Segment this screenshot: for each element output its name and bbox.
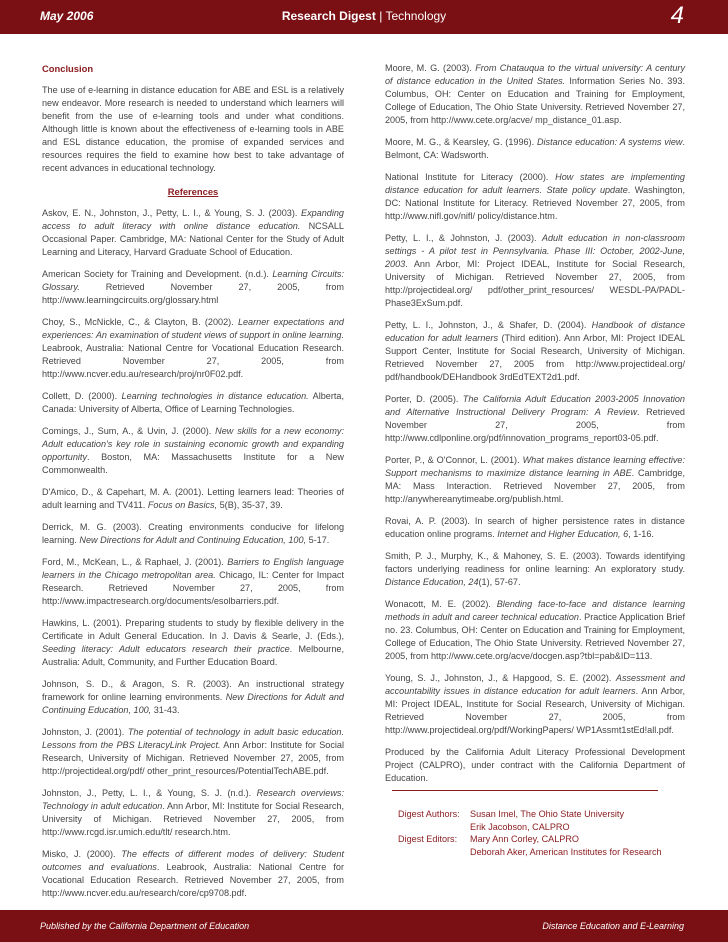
references-heading: References xyxy=(167,186,219,197)
authors-label: Digest Authors: xyxy=(398,809,460,819)
reference-entry xyxy=(42,268,344,307)
credits-block xyxy=(398,808,662,858)
produced-by: Produced by the California Adult Literacy Professional Development Project (CALPRO), under contract with the California Department of Education. xyxy=(385,747,685,783)
reference-source: NCSALL Occasional Paper. Cambridge, MA: National Center for the Study of Adult Learning and Literacy, Harvard Graduate School of Education. xyxy=(42,221,344,257)
reference-title: Research overviews: Technology in adult education xyxy=(42,788,345,811)
reference-source: . Cambridge, MA: Mass Interaction. Retrieved November 27, 2005, from http://anywhereanytimeabe.org/publish.html. xyxy=(385,468,685,504)
reference-title: What makes distance learning effective: Support mechanisms to maximize distance learning in ABE xyxy=(385,455,685,478)
reference-source: (1), 57-67. xyxy=(478,577,521,587)
reference-authors: Ford, M., McKean, L., & Raphael, J. (2001). xyxy=(42,557,228,567)
reference-authors: Porter, P., & O'Connor, L. (2001). xyxy=(385,455,523,465)
reference-source: . Melbourne, Australia: Adult, Community, and Further Education Board. xyxy=(42,644,344,667)
reference-authors: Petty, L. I., Johnston, J., & Shafer, D. (2004). xyxy=(385,320,592,330)
reference-source: . Ann Arbor, MI: Project IDEAL, Institute for Social Research, University of Michigan. Retrieved November 27, 2005, from http://projectideal.org/ pdf/other_print_resources/ WESDL-PA/PADL-Phase3ExSum.pdf. xyxy=(385,259,685,308)
reference-authors: Johnston, J., Petty, L. I., & Young, S. J. (n.d.). xyxy=(42,788,257,798)
conclusion-text: The use of e-learning in distance education for ABE and ESL is a relatively new endeavor. More research is needed to understand which learners will benefit from the use of e-learning tools and under what conditions. Although little is known about the effectiveness of e-learning tools in ABE and ESL distance education, the promise of expanded services and resources requires the field to examine how best to take advantage of recent advances in educational technology. xyxy=(42,85,344,173)
reference-authors: Johnston, J. (2001). xyxy=(42,727,128,737)
reference-entry xyxy=(42,316,344,381)
reference-source: Retrieved November 27, 2005, from http://www.learningcircuits.org/glossary.html xyxy=(42,282,344,305)
left-column xyxy=(42,62,344,909)
reference-title: Handbook of distance education for adult learners xyxy=(385,320,685,343)
reference-title: Distance Education, 24 xyxy=(385,577,479,587)
reference-source: . Leabrook, Australia: National Centre for Vocational Education Research. Retrieved November 27, 2005, from http://www.ncver.edu.au/research/core/cp9708.pdf. xyxy=(42,862,344,898)
reference-entry xyxy=(42,556,344,608)
reference-source: Alberta, Canada: University of Alberta, Office of Learning Technologies. xyxy=(42,391,344,414)
reference-title: Blending face-to-face and distance learning methods in adult and career technical education xyxy=(385,599,685,622)
reference-authors: Moore, M. G. (2003). xyxy=(385,63,476,73)
credits-divider xyxy=(392,790,658,791)
page-number: 4 xyxy=(670,2,684,29)
reference-authors: Smith, P. J., Murphy, K., & Mahoney, S. E. (2003). Towards identifying factors underlying readiness for online learning: An exploratory study. xyxy=(385,551,685,574)
reference-source: Information Series No. 393. Columbus, OH: Center on Education and Training for Employment, College of Education, The Ohio State University. Retrieved November 27, 2005, from http://www.cete.org/acve/ mp_distance_01.asp. xyxy=(385,76,685,125)
reference-title: Seeding literacy: Adult educators research their practice xyxy=(42,644,290,654)
reference-entry xyxy=(42,486,344,512)
reference-authors: Misko, J. (2000). xyxy=(42,849,122,859)
reference-authors: Hawkins, L. (2001). Preparing students to study by flexible delivery in the Certificate in Adult General Education. In J. Davis & Searle, J. (Eds.), xyxy=(42,618,344,641)
series-separator: | xyxy=(379,9,383,23)
reference-authors: Askov, E. N., Johnston, J., Petty, L. I., & Young, S. J. (2003). xyxy=(42,208,302,218)
reference-entry xyxy=(385,515,685,541)
reference-authors: D'Amico, D., & Capehart, M. A. (2001). Letting learners lead: Theories of adult learning and TV411. xyxy=(42,487,344,510)
reference-source: . Retrieved November 27, 2005, from http://www.cdlponline.org/pdf/innovation_programs_report03-05.pdf. xyxy=(385,407,685,443)
reference-entry xyxy=(385,672,685,737)
editors-label: Digest Editors: xyxy=(398,834,458,844)
author-name: Erik Jacobson, CALPRO xyxy=(470,821,570,832)
author-name: Susan Imel, The Ohio State University xyxy=(470,809,624,819)
reference-title: Barriers to English language learners in the Chicago metropolitan area. xyxy=(42,557,344,580)
reference-source: . Belmont, CA: Wadsworth. xyxy=(385,137,685,160)
reference-source: . Ann Arbor, MI: Project IDEAL, Institute for Social Research, University of Michigan. Retrieved November 27, 2005, from http://www.projectideal.org/pdf/WorkingPapers/ WP1Assmt1stEd!all.pdf. xyxy=(385,686,685,735)
reference-list-left xyxy=(42,207,344,900)
reference-source: 5(B), 35-37, 39. xyxy=(217,500,283,510)
editor-name: Mary Ann Corley, CALPRO xyxy=(470,834,579,844)
reference-title: Expanding access to adult literacy with online distance education. xyxy=(42,208,344,231)
reference-entry xyxy=(42,848,344,900)
reference-title: New skills for a new economy: Adult education's key role in sustaining economic growth and expanding opportunity xyxy=(42,426,344,462)
reference-entry xyxy=(42,617,344,669)
reference-title: Internet and Higher Education, 6 xyxy=(497,529,629,539)
right-column xyxy=(385,62,685,795)
reference-authors: Young, S. J., Johnston, J., & Hapgood, S. E. (2002). xyxy=(385,673,616,683)
reference-title: Learner expectations and experiences: An examination of student views of support in online learning. xyxy=(42,317,344,340)
reference-entry xyxy=(42,390,344,416)
editors-row xyxy=(398,833,662,858)
reference-title: Adult education in non-classroom settings - A pilot test in Pennsylvania. Phase III: October, 2002-June, 2003 xyxy=(385,233,685,269)
reference-source: . Washington, DC: National Institute for Literacy. Retrieved November 27, 2005, from http://www.nifl.gov/nifl/ policy/distance.htm. xyxy=(385,185,685,221)
series-name: Research Digest xyxy=(281,9,376,23)
reference-entry xyxy=(385,454,685,506)
reference-title: From Chatauqua to the virtual university: A century of distance education in the United States. xyxy=(385,63,685,86)
reference-title: Assessment and accountability issues in distance education for adult learners xyxy=(385,673,685,696)
issue-date: May 2006 xyxy=(40,9,94,23)
reference-title: Learning Circuits: Glossary. xyxy=(42,269,344,292)
reference-authors: American Society for Training and Development. (n.d.). xyxy=(42,269,273,279)
reference-title: New Directions for Adult and Continuing Education, 100, xyxy=(79,535,307,545)
reference-entry xyxy=(42,425,344,477)
reference-entry xyxy=(385,62,685,127)
reference-title: New Directions for Adult and Continuing Education, 100, xyxy=(42,692,344,715)
header-bar xyxy=(0,0,728,34)
authors-row xyxy=(398,808,662,833)
series-topic: Technology xyxy=(385,9,447,23)
reference-entry xyxy=(42,521,344,547)
reference-entry xyxy=(385,598,685,663)
reference-authors: National Institute for Literacy (2000). xyxy=(385,172,556,182)
reference-entry xyxy=(385,319,685,384)
reference-title: Learning technologies in distance education. xyxy=(121,391,309,401)
reference-authors: Wonacott, M. E. (2002). xyxy=(385,599,497,609)
reference-entry xyxy=(42,207,344,259)
reference-title: Distance education: A systems view xyxy=(536,137,683,147)
reference-title: The California Adult Education 2003-2005 Innovation and Alternative Instructional Delivery Program: A Review xyxy=(385,394,685,417)
reference-authors: Derrick, M. G. (2003). Creating environments conducive for lifelong learning. xyxy=(42,522,344,545)
footer-topic: Distance Education and E-Learning xyxy=(542,921,684,931)
series-title xyxy=(0,9,728,23)
reference-source: Chicago, IL: Center for Impact Research. Retrieved November 27, 2005, from http://www.impactresearch.org/documents/esolbarriers.pdf. xyxy=(42,570,344,606)
reference-source: . Ann Arbor, MI: Institute for Social Research, University of Michigan. Retrieved November 27, 2005, from http://www.rcgd.isr.umich.edu/tlt/ research.htm. xyxy=(42,801,344,837)
reference-authors: Johnson, S. D., & Aragon, S. R. (2003). An instructional strategy framework for online learning environments. xyxy=(42,679,344,702)
publisher-note: Published by the California Department of Education xyxy=(40,921,250,931)
reference-entry xyxy=(385,136,685,162)
reference-authors: Rovai, A. P. (2003). In search of higher persistence rates in distance education online programs. xyxy=(385,516,685,539)
reference-authors: Porter, D. (2005). xyxy=(385,394,463,404)
reference-title: Focus on Basics, xyxy=(147,500,218,510)
reference-source: Ann Arbor: Institute for Social Research, University of Michigan. Retrieved November 27, 2005, from http://projectideal.org/pdf/ other_print_resources/PotentialTechABE.pdf. xyxy=(42,740,344,776)
reference-entry xyxy=(385,393,685,445)
reference-authors: Comings, J., Sum, A., & Uvin, J. (2000). xyxy=(42,426,216,436)
reference-title: How states are implementing distance education for adult learners. State policy update xyxy=(385,172,685,195)
reference-authors: Moore, M. G., & Kearsley, G. (1996). xyxy=(385,137,537,147)
reference-entry xyxy=(42,726,344,778)
reference-source: (Third edition). Ann Arbor, MI: Project IDEAL Support Center, Institute for Social Research, University of Michigan. Retrieved November 27, 2005 from http://www.projectideal.org/ pdf/handbook/DEHandbook 3rdEdTEXT2d1.pdf. xyxy=(385,333,685,382)
footer-bar xyxy=(0,910,728,942)
reference-entry xyxy=(385,171,685,223)
reference-authors: Petty, L. I., & Johnston, J. (2003). xyxy=(385,233,542,243)
reference-source: , 1-16. xyxy=(628,529,654,539)
reference-source: Leabrook, Australia: National Centre for Vocational Education Research. Retrieved November 27, 2005, from http://www.ncver.edu.au/research/proj/nr0F02.pdf. xyxy=(42,343,344,379)
reference-source: 5-17. xyxy=(306,535,330,545)
reference-entry xyxy=(42,787,344,839)
reference-entry xyxy=(385,232,685,310)
reference-list-right xyxy=(385,62,685,737)
reference-authors: Choy, S., McNickle, C., & Clayton, B. (2002). xyxy=(42,317,238,327)
editor-name: Deborah Aker, American Institutes for Research xyxy=(470,846,662,857)
reference-entry xyxy=(385,550,685,589)
conclusion-heading: Conclusion xyxy=(42,63,94,74)
reference-source: . Boston, MA: Massachusetts Institute for a New Commonwealth. xyxy=(42,452,344,475)
reference-source: 31-43. xyxy=(151,705,180,715)
reference-title: The potential of technology in adult basic education. Lessons from the PBS LiteracyLink Project. xyxy=(42,727,344,750)
reference-authors: Collett, D. (2000). xyxy=(42,391,122,401)
reference-source: . Practice Application Brief no. 23. Columbus, OH: Center on Education and Training for Employment, College of Education, The Ohio State University. Retrieved November 27, 2005, from http://www.cete.org/acve/docgen.asp?tbl=pab&ID=113. xyxy=(385,612,685,661)
reference-entry xyxy=(42,678,344,717)
reference-title: The effects of different modes of delivery: Student outcomes and evaluations xyxy=(42,849,344,872)
